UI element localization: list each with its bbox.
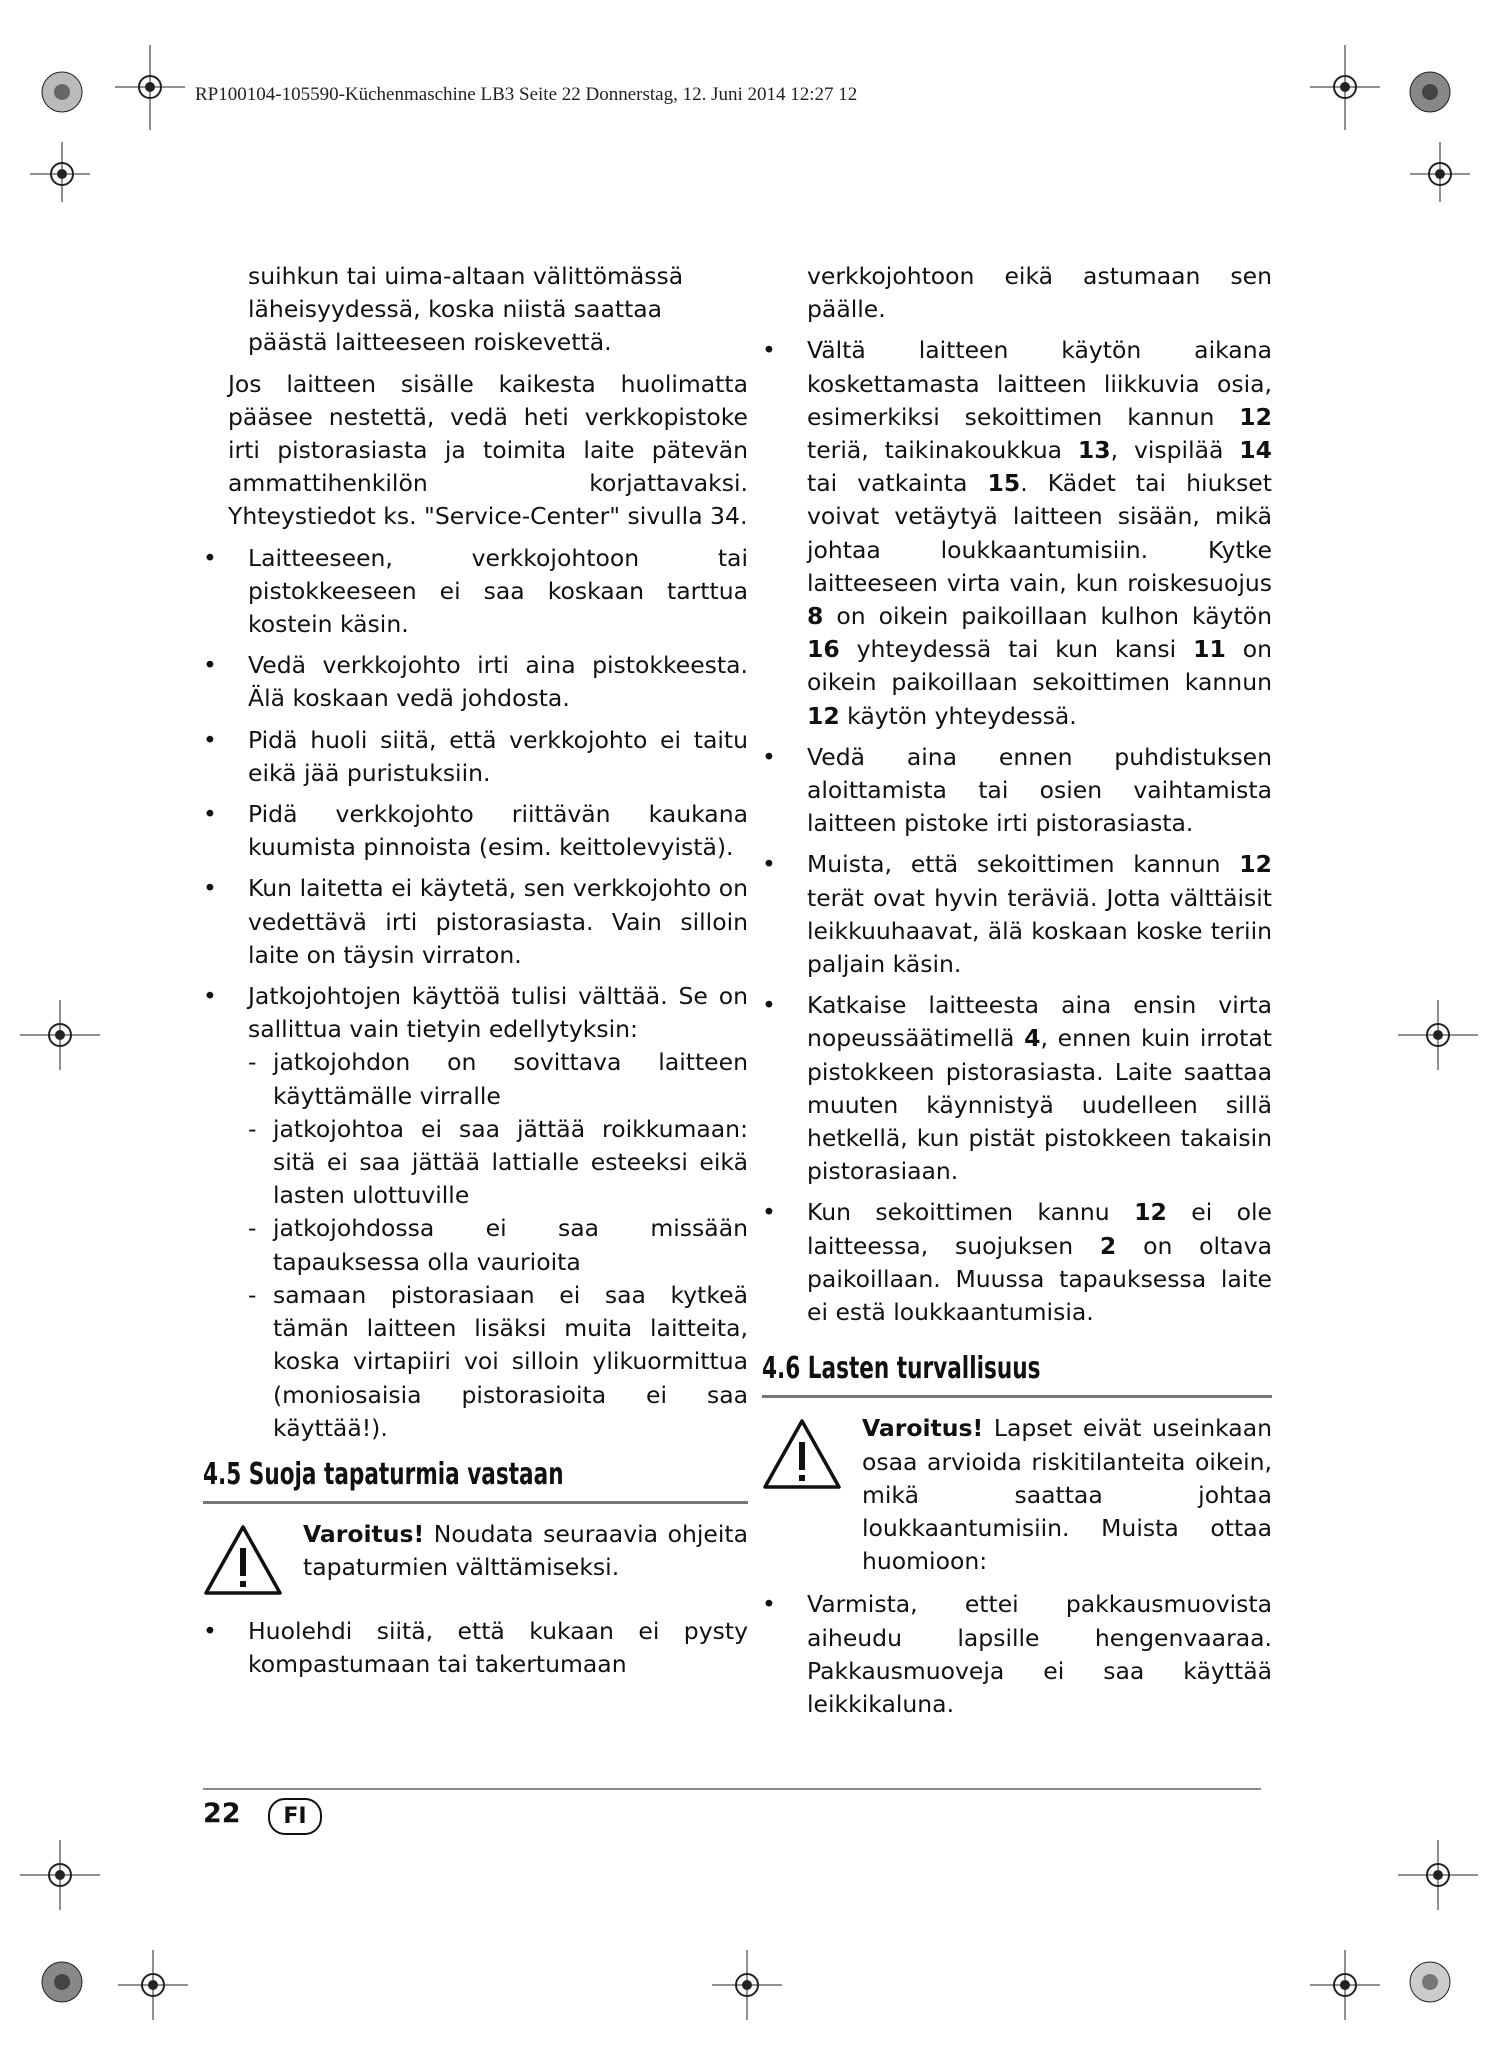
section-heading: 4.5 Suoja tapaturmia vastaan <box>203 1456 564 1492</box>
print-info-header: RP100104-105590-Küchenmaschine LB3 Seite 22 Donnerstag, 12. Juni 2014 12:27 12 <box>195 84 858 105</box>
list-item: • Vältä laitteen käytön aikana koskettamasta laitteen liikkuvia osia, esimerkiksi sekoittimen kannun 12 teriä, taikinakoukkua 13, vispilää 14 tai vatkainta 15. Kädet tai hiukset voivat vetäytyä laitteen sisään, mikä johtaa loukkaantumisiin. Kytke laitteeseen virta vain, kun roiskesuojus 8 on oikein paikoillaan kulhon käytön 16 yhteydessä tai kun kansi 11 on oikein paikoillaan sekoittimen kannun 12 käytön yhteydessä. <box>762 334 1272 732</box>
list-item: • Kun sekoittimen kannu 12 ei ole laitteessa, suojuksen 2 on oltava paikoillaan. Muussa tapauksessa laite ei estä loukkaantumisia. <box>762 1196 1272 1329</box>
dash-item: - jatkojohdossa ei saa missään tapauksessa olla vaurioita <box>248 1214 748 1276</box>
list-item: • Laitteeseen, verkkojohtoon tai pistokkeeseen ei saa koskaan tarttua kostein käsin. <box>203 542 748 642</box>
section-divider <box>762 1395 1272 1398</box>
registration-mark-icon <box>118 1950 188 2020</box>
registration-mark-icon <box>1310 45 1380 130</box>
list-item: • Katkaise laitteesta aina ensin virta nopeussäätimellä 4, ennen kuin irrotat pistokkeen pistorasiasta. Laite saattaa muuten käynnistyä uudelleen sillä hetkellä, kun pistät pistokkeen takaisin pistorasiaan. <box>762 989 1272 1188</box>
language-badge: FI <box>268 1798 322 1835</box>
list-item: • Pidä verkkojohto riittävän kaukana kuumista pinnoista (esim. keittolevyistä). <box>203 798 748 864</box>
page-number: 22 <box>203 1798 241 1829</box>
registration-mark-icon <box>1398 1000 1478 1070</box>
right-column <box>762 260 1272 1721</box>
list-item: • Pidä huoli siitä, että verkkojohto ei taitu eikä jää puristuksiin. <box>203 724 748 790</box>
dash-item: - samaan pistorasiaan ei saa kytkeä tämän laitteen lisäksi muita laitteita, koska virtapiiri voi silloin ylikuormittua (moniosaisia pistorasioita ei saa käyttää!). <box>248 1280 748 1442</box>
warning-triangle-icon <box>762 1412 862 1499</box>
left-column <box>203 260 748 1682</box>
warning-block <box>203 1518 748 1605</box>
list-item: • Huolehdi siitä, että kukaan ei pysty kompastumaan tai takertumaan <box>203 1615 748 1681</box>
target-mark-icon <box>1408 1960 1452 2004</box>
intro-line: läheisyydessä, koska niistä saattaa <box>248 295 663 324</box>
warning-text: Varoitus! Lapset eivät useinkaan osaa arvioida riskitilanteita oikein, mikä saattaa johtaa loukkaantumisiin. Muista ottaa huomioon: <box>862 1414 1272 1576</box>
intro-line: suihkun tai uima-altaan välittömässä <box>248 262 684 290</box>
warning-text: Varoitus! Noudata seuraavia ohjeita tapaturmien välttämiseksi. <box>303 1519 748 1582</box>
registration-mark-icon <box>0 142 90 202</box>
registration-mark-icon <box>20 1840 100 1910</box>
footer-divider <box>203 1788 1261 1790</box>
list-item: • Muista, että sekoittimen kannun 12 terät ovat hyvin teräviä. Jotta välttäisit leikkuuhaavat, älä koskaan koske teriin paljain käsin. <box>762 848 1272 981</box>
registration-mark-icon <box>712 1950 782 2020</box>
warning-block <box>762 1412 1272 1578</box>
registration-mark-icon <box>20 1000 100 1070</box>
paragraph: Jos laitteen sisälle kaikesta huolimatta pääsee nestettä, vedä heti verkkopistoke irti pistorasiasta ja toimita laite pätevän ammattihenkilön korjattavaksi. Yhteystiedot ks. "Service-Center" sivulla 34. <box>228 369 748 531</box>
registration-mark-icon <box>1310 1950 1380 2020</box>
registration-mark-icon <box>1398 1840 1478 1910</box>
registration-mark-icon <box>115 45 185 130</box>
target-mark-icon <box>40 1960 84 2004</box>
list-item: • Vedä verkkojohto irti aina pistokkeesta. Älä koskaan vedä johdosta. <box>203 649 748 715</box>
target-mark-icon <box>1408 70 1452 114</box>
list-item: • Varmista, ettei pakkausmuovista aiheudu lapsille hengenvaaraa. Pakkausmuoveja ei saa käyttää leikkikaluna. <box>762 1588 1272 1721</box>
target-mark-icon <box>40 70 84 114</box>
dash-item: - jatkojohtoa ei saa jättää roikkumaan: sitä ei saa jättää lattialle esteeksi eikä lasten ulottuville <box>248 1114 748 1210</box>
section-heading: 4.6 Lasten turvallisuus <box>762 1351 1041 1387</box>
dash-item: - jatkojohdon on sovittava laitteen käyttämälle virralle <box>248 1048 748 1110</box>
list-item: • Kun laitetta ei käytetä, sen verkkojohto on vedettävä irti pistorasiasta. Vain silloin laite on täysin virraton. <box>203 872 748 972</box>
warning-triangle-icon <box>203 1518 303 1605</box>
intro-line: päästä laitteeseen roiskevettä. <box>248 328 612 357</box>
section-divider <box>203 1501 748 1504</box>
registration-mark-icon <box>1410 142 1493 202</box>
list-item: • Vedä aina ennen puhdistuksen aloittamista tai osien vaihtamista laitteen pistoke irti pistorasiasta. <box>762 741 1272 841</box>
list-item: • Jatkojohtojen käyttöä tulisi välttää. Se on sallittua vain tietyin edellytyksin: <box>203 980 748 1046</box>
continued-text: verkkojohtoon eikä astumaan sen päälle. <box>807 262 1272 324</box>
